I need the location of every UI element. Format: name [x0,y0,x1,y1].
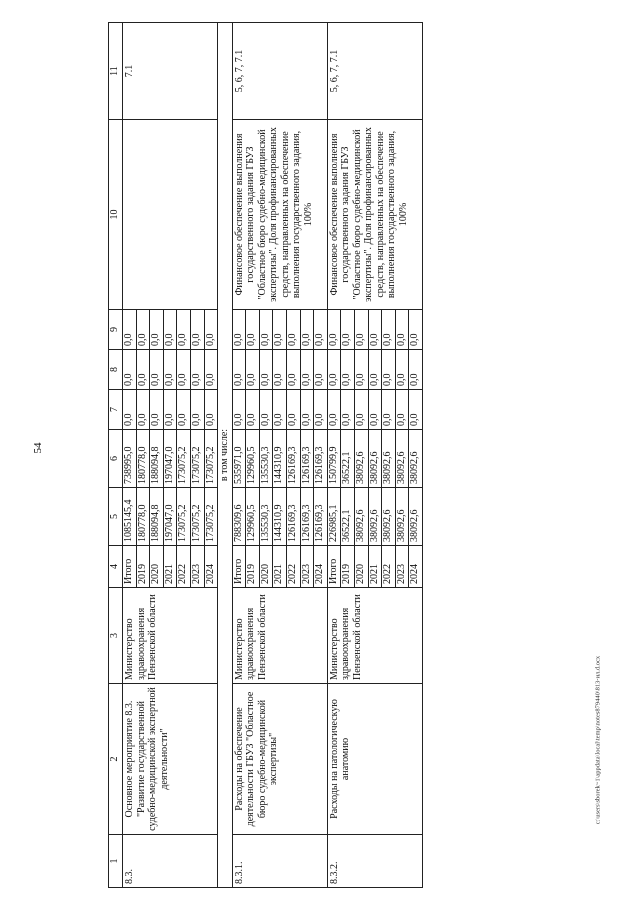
year-labels [232,546,327,588]
value-cell: 188094,8 [150,488,164,545]
task-reference: 5, 6, 7, 7.1 [232,23,327,120]
c8-values [123,350,218,390]
value-cell: 0,0 [246,350,260,389]
year-label: 2022 [287,546,301,587]
activity-name: Расходы на обеспечение деятельности ГБУЗ "Областное бюро судебно-медицинской экспертизы" [232,684,327,835]
year-label: 2023 [396,546,410,587]
year-label: 2019 [246,546,260,587]
value-cell: 0,0 [314,333,326,346]
value-cell: 0,0 [260,310,274,349]
indicator-text: Финансовое обеспечение выполнения государственного задания ГБУЗ "Областное бюро судебно-медицинской экспертизы". Доля профинансированных средств, направленных на обеспечение выполнения государственного задания, 100% [232,120,327,310]
value-cell: 126169,3 [287,488,301,545]
value-cell: 0,0 [328,390,342,429]
value-cell: 0,0 [369,310,383,349]
value-cell: 0,0 [301,350,315,389]
column-header-4: 4 [109,546,123,588]
value-cell: 38092,6 [396,430,410,487]
value-cell: 126169,3 [287,430,301,487]
value-cell: 0,0 [287,350,301,389]
value-cell: 0,0 [409,373,421,386]
value-cell: 0,0 [314,413,326,426]
value-cell: 36522,1 [341,488,355,545]
task-reference: 7.1 [123,23,218,120]
value-cell: 0,0 [123,350,137,389]
c9-values [327,310,422,350]
c8-values [327,350,422,390]
value-cell: 0,0 [355,350,369,389]
value-cell: 0,0 [233,310,247,349]
value-cell: 788309,6 [233,488,247,545]
value-cell: 0,0 [396,350,410,389]
column-header-7: 7 [109,390,123,430]
value-cell: 0,0 [260,390,274,429]
value-cell: 144310,9 [273,430,287,487]
column-header-10: 10 [109,120,123,310]
c5-values [327,488,422,546]
indicator-text: Финансовое обеспечение выполнения государственного задания ГБУЗ "Областное бюро судебно-медицинской экспертизы". Доля профинансированных средств, направленных на обеспечение выполнения государственного задания, 100% [327,120,422,310]
c6-values [327,430,422,488]
value-cell: 135530,3 [260,430,274,487]
activity-row [327,23,422,888]
year-label: Итого [233,546,247,587]
value-cell: 0,0 [150,350,164,389]
value-cell: 0,0 [177,310,191,349]
value-cell: 0,0 [204,413,216,426]
value-cell: 0,0 [191,390,205,429]
value-cell: 0,0 [355,310,369,349]
value-cell: 0,0 [191,350,205,389]
value-cell: 38092,6 [409,509,421,542]
value-cell: 0,0 [260,350,274,389]
value-cell: 36522,1 [341,430,355,487]
value-cell: 0,0 [273,390,287,429]
year-labels [327,546,422,588]
c7-values [327,390,422,430]
value-cell: 188094,8 [150,430,164,487]
value-cell: 135530,3 [260,488,274,545]
value-cell: 38092,6 [382,488,396,545]
value-cell: 0,0 [164,310,178,349]
executor: Министерство здравоохранения Пензенской области [327,588,422,684]
footer-file-path: c:\users\sborek~1\appdata\local\temp\notes879440\813-ил.d.ocx [594,655,602,825]
value-cell: 0,0 [246,390,260,429]
value-cell: 0,0 [396,390,410,429]
value-cell: 0,0 [137,390,151,429]
value-cell: 126169,3 [314,446,326,484]
activity-row [123,23,218,888]
value-cell: 0,0 [204,333,216,346]
year-label: 2023 [301,546,315,587]
year-label: 2021 [164,546,178,587]
value-cell: 0,0 [355,390,369,429]
value-cell: 0,0 [341,310,355,349]
year-label: 2021 [273,546,287,587]
program-activities-table [108,22,423,888]
year-label: 2020 [150,546,164,587]
value-cell: 0,0 [233,390,247,429]
value-cell: 0,0 [369,390,383,429]
year-label: 2024 [409,564,421,584]
value-cell: 173075,2 [191,488,205,545]
c7-values [232,390,327,430]
value-cell: 0,0 [123,310,137,349]
c8-values [232,350,327,390]
value-cell: 129960,5 [246,430,260,487]
value-cell: 1085145,4 [123,488,137,545]
value-cell: 535971,0 [233,430,247,487]
value-cell: 0,0 [369,350,383,389]
activity-row [232,23,327,888]
value-cell: 0,0 [191,310,205,349]
year-label: 2019 [137,546,151,587]
activity-number: 8.3.2. [327,835,422,888]
year-label: 2021 [369,546,383,587]
year-label: 2022 [382,546,396,587]
value-cell: 38092,6 [369,488,383,545]
value-cell: 0,0 [382,310,396,349]
value-cell: 0,0 [341,350,355,389]
value-cell: 0,0 [409,333,421,346]
value-cell: 0,0 [382,390,396,429]
value-cell: 0,0 [233,350,247,389]
activity-name: Расходы на патологическую анатомию [327,684,422,835]
year-label: 2020 [260,546,274,587]
value-cell: 197047,0 [164,488,178,545]
activity-name: Основное мероприятие 8.3. "Развитие государственной судебно-медицинской экспертной деятельности" [123,684,218,835]
value-cell: 0,0 [164,390,178,429]
value-cell: 0,0 [396,310,410,349]
value-cell: 0,0 [301,310,315,349]
value-cell: 0,0 [137,310,151,349]
including-row [218,23,233,888]
value-cell: 0,0 [314,373,326,386]
value-cell: 126169,3 [314,504,326,542]
column-header-9: 9 [109,310,123,350]
value-cell: 197047,0 [164,430,178,487]
column-header-6: 6 [109,430,123,488]
c7-values [123,390,218,430]
value-cell: 0,0 [137,350,151,389]
value-cell: 150799,9 [328,430,342,487]
value-cell: 38092,6 [355,488,369,545]
value-cell: 180778,0 [137,488,151,545]
executor: Министерство здравоохранения Пензенской области [123,588,218,684]
activity-number: 8.3.1. [232,835,327,888]
value-cell: 0,0 [382,350,396,389]
executor: Министерство здравоохранения Пензенской области [232,588,327,684]
value-cell: 0,0 [287,310,301,349]
value-cell: 173075,2 [191,430,205,487]
year-label: Итого [123,546,137,587]
c5-values [123,488,218,546]
value-cell: 38092,6 [355,430,369,487]
c9-values [123,310,218,350]
c9-values [232,310,327,350]
indicator-text [123,120,218,310]
value-cell: 0,0 [150,310,164,349]
value-cell: 129960,5 [246,488,260,545]
value-cell: 0,0 [341,390,355,429]
year-label: 2022 [177,546,191,587]
value-cell: 0,0 [273,350,287,389]
value-cell: 173075,2 [177,488,191,545]
column-header-1: 1 [109,835,123,888]
value-cell: 0,0 [150,390,164,429]
value-cell: 38092,6 [409,451,421,484]
column-header-3: 3 [109,588,123,684]
value-cell: 173075,2 [204,504,216,542]
year-label: 2020 [355,546,369,587]
value-cell: 0,0 [164,350,178,389]
year-label: 2019 [341,546,355,587]
c6-values [232,430,327,488]
value-cell: 0,0 [287,390,301,429]
value-cell: 0,0 [328,310,342,349]
year-label: 2024 [204,564,216,584]
value-cell: 126169,3 [301,430,315,487]
value-cell: 38092,6 [382,430,396,487]
including-label: в том числе: [218,23,233,888]
value-cell: 38092,6 [369,430,383,487]
column-header-11: 11 [109,23,123,120]
c5-values [232,488,327,546]
value-cell: 0,0 [246,310,260,349]
rotated-table-page [108,23,580,888]
page-number: 54 [32,442,44,454]
column-number-row [109,23,123,888]
value-cell: 0,0 [301,390,315,429]
value-cell: 0,0 [204,373,216,386]
value-cell: 173075,2 [177,430,191,487]
year-label: Итого [328,546,342,587]
value-cell: 38092,6 [396,488,410,545]
value-cell: 0,0 [409,413,421,426]
column-header-5: 5 [109,488,123,546]
activity-number: 8.3. [123,835,218,888]
value-cell: 180778,0 [137,430,151,487]
value-cell: 126169,3 [301,488,315,545]
task-reference: 5, 6, 7, 7.1 [327,23,422,120]
year-labels [123,546,218,588]
column-header-8: 8 [109,350,123,390]
column-header-2: 2 [109,684,123,835]
value-cell: 738995,0 [123,430,137,487]
value-cell: 0,0 [123,390,137,429]
value-cell: 226985,1 [328,488,342,545]
c6-values [123,430,218,488]
value-cell: 144310,9 [273,488,287,545]
year-label: 2023 [191,546,205,587]
value-cell: 0,0 [328,350,342,389]
value-cell: 0,0 [177,350,191,389]
value-cell: 0,0 [273,310,287,349]
year-label: 2024 [314,564,326,584]
value-cell: 0,0 [177,390,191,429]
value-cell: 173075,2 [204,446,216,484]
